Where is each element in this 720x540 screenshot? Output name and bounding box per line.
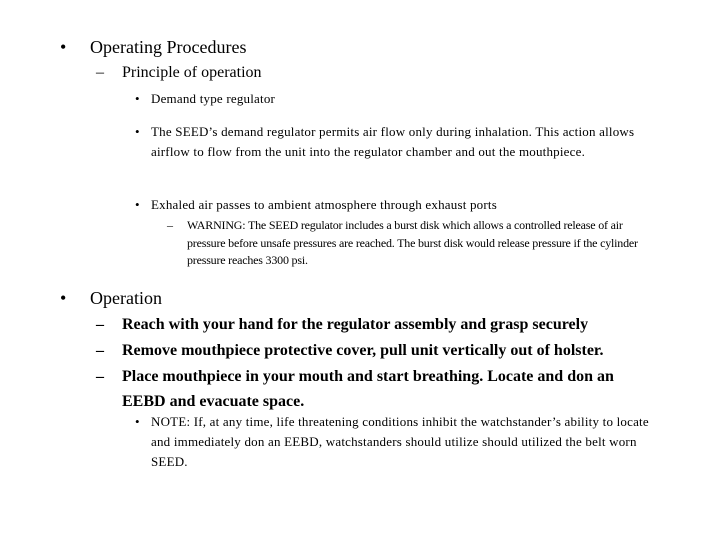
section1-heading-item bbox=[60, 36, 680, 58]
step-text: Place mouthpiece in your mouth and start breathing. Locate and don an EEBD and evacuate space. bbox=[122, 368, 614, 410]
point-text: Demand type regulator bbox=[151, 91, 276, 106]
list-item bbox=[135, 195, 655, 215]
dash-icon: – bbox=[167, 218, 173, 232]
step-item bbox=[96, 312, 686, 337]
bullet-icon: • bbox=[135, 197, 140, 212]
section1-heading: Operating Procedures bbox=[90, 37, 247, 57]
section2-heading-item bbox=[60, 287, 680, 309]
section2-heading: Operation bbox=[90, 288, 162, 308]
note-item bbox=[135, 412, 670, 472]
note-text: NOTE: If, at any time, life threatening conditions inhibit the watchstander’s ability to locate and immediately don an EEBD, watchstanders should utilize should utilized the belt worn SEED. bbox=[151, 414, 649, 469]
bullet-icon: • bbox=[60, 37, 67, 57]
warning-item bbox=[167, 217, 662, 270]
step-text: Reach with your hand for the regulator assembly and grasp securely bbox=[122, 316, 589, 333]
section1-subheading: Principle of operation bbox=[122, 64, 262, 81]
warning-text: WARNING: The SEED regulator includes a burst disk which allows a controlled release of air pressure before unsafe pressures are reached. The burst disk would release pressure if the cylinder pressure reaches 3300 psi. bbox=[187, 218, 638, 267]
step-item bbox=[96, 338, 696, 363]
bullet-icon: • bbox=[135, 91, 140, 106]
list-item bbox=[135, 122, 660, 162]
dash-icon: – bbox=[96, 64, 104, 81]
step-item bbox=[96, 364, 656, 414]
bullet-icon: • bbox=[135, 414, 140, 429]
list-item bbox=[135, 89, 655, 109]
step-text: Remove mouthpiece protective cover, pull unit vertically out of holster. bbox=[122, 342, 604, 359]
bullet-icon: • bbox=[135, 124, 140, 139]
dash-icon: – bbox=[96, 342, 104, 359]
section1-subheading-item bbox=[96, 60, 656, 85]
bullet-icon: • bbox=[60, 288, 67, 308]
point-text: The SEED’s demand regulator permits air flow only during inhalation. This action allows airflow to flow from the unit into the regulator chamber and out the mouthpiece. bbox=[151, 124, 635, 159]
point-text: Exhaled air passes to ambient atmosphere through exhaust ports bbox=[151, 197, 497, 212]
dash-icon: – bbox=[96, 316, 104, 333]
dash-icon: – bbox=[96, 368, 104, 385]
